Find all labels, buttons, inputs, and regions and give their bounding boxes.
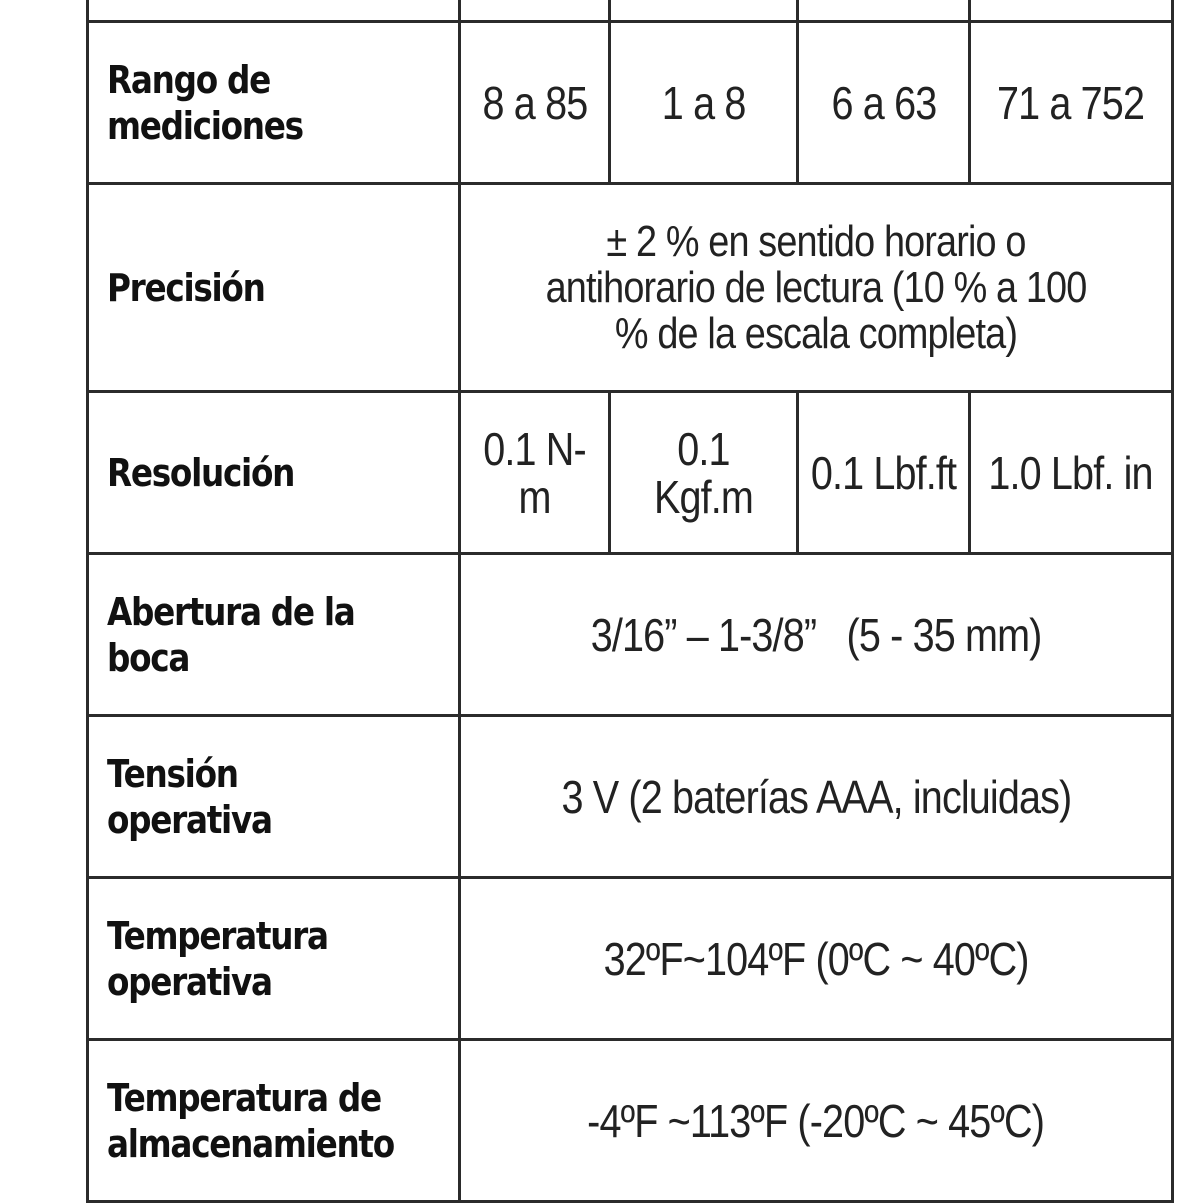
value-cell: 1 a 8 — [610, 22, 798, 184]
row-label-temp-alm: Temperatura de almacenamiento — [88, 1040, 460, 1202]
table-row-temp-op — [88, 878, 1173, 1040]
table-row-precision — [88, 184, 1173, 392]
empty-cell — [460, 0, 610, 22]
value-cell: 0.1 N-m — [460, 392, 610, 554]
value-cell: ± 2 % en sentido horario o antihorario de lectura (10 % a 100 % de la escala completa) — [460, 184, 1173, 392]
table-row-top-partial — [88, 0, 1173, 22]
empty-cell — [88, 0, 460, 22]
value-cell: 0.1 Lbf.ft — [798, 392, 970, 554]
empty-cell — [798, 0, 970, 22]
table-row-abertura — [88, 554, 1173, 716]
row-label-tension: Tensión operativa — [88, 716, 460, 878]
empty-cell — [610, 0, 798, 22]
value-cell: 1.0 Lbf. in — [970, 392, 1173, 554]
spec-table — [86, 0, 1174, 1203]
value-cell: 3/16” – 1-3/8” (5 - 35 mm) — [460, 554, 1173, 716]
row-label-resolucion: Resolución — [88, 392, 460, 554]
empty-cell — [970, 0, 1173, 22]
value-cell: 71 a 752 — [970, 22, 1173, 184]
row-label-abertura: Abertura de la boca — [88, 554, 460, 716]
value-cell: -4ºF ~113ºF (-20ºC ~ 45ºC) — [460, 1040, 1173, 1202]
table-row-temp-alm — [88, 1040, 1173, 1202]
table-row-resolucion — [88, 392, 1173, 554]
table-row-rango — [88, 22, 1173, 184]
value-cell: 6 a 63 — [798, 22, 970, 184]
value-cell: 8 a 85 — [460, 22, 610, 184]
row-label-rango: Rango de mediciones — [88, 22, 460, 184]
row-label-temp-op: Temperatura operativa — [88, 878, 460, 1040]
value-cell: 0.1 Kgf.m — [610, 392, 798, 554]
row-label-precision: Precisión — [88, 184, 460, 392]
table-row-tension — [88, 716, 1173, 878]
value-cell: 3 V (2 baterías AAA, incluidas) — [460, 716, 1173, 878]
value-cell: 32ºF~104ºF (0ºC ~ 40ºC) — [460, 878, 1173, 1040]
